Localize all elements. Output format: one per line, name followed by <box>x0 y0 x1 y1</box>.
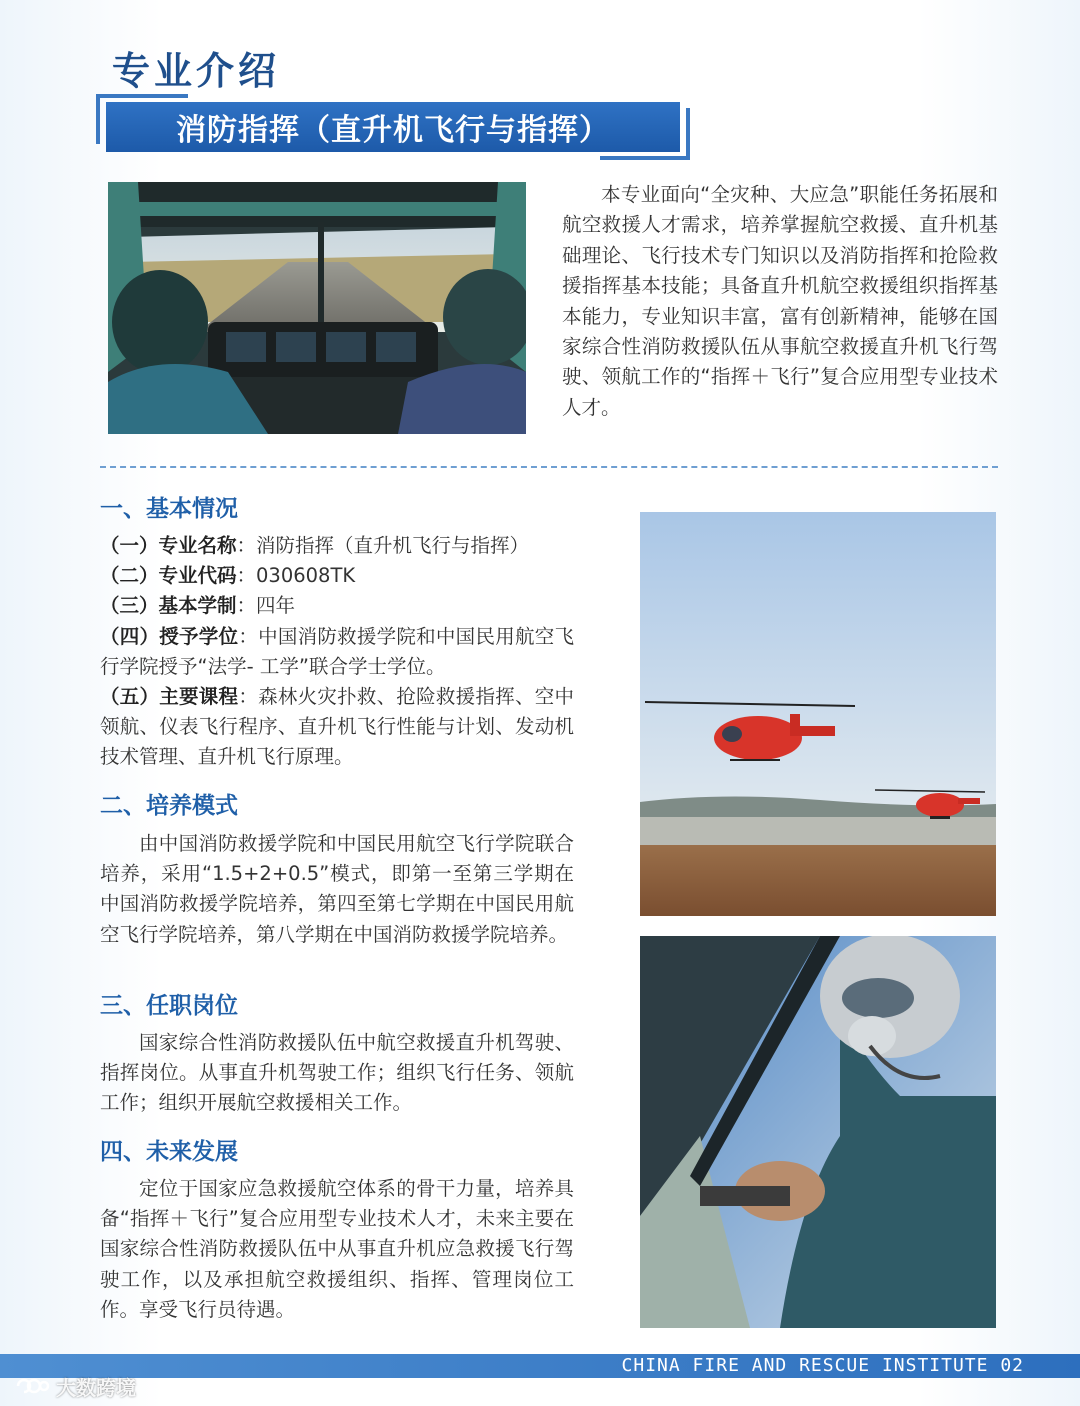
item-value: ：四年 <box>236 594 296 618</box>
helicopters-photo <box>640 512 996 916</box>
basic-info-item <box>100 622 574 682</box>
footer-institute-label: CHINA FIRE AND RESCUE INSTITUTE 02 <box>621 1355 1024 1376</box>
item-label: （四）授予学位 <box>100 624 239 648</box>
basic-info-heading: 一、基本情况 <box>100 496 238 522</box>
item-value: ：中国消防救援学院和中国民用航空飞行学院授予“法学- 工学”联合学士学位。 <box>100 624 574 678</box>
training-mode-heading: 二、培养模式 <box>100 793 238 819</box>
future-heading: 四、未来发展 <box>100 1139 238 1165</box>
item-label: （五）主要课程 <box>100 685 239 709</box>
dashed-divider <box>100 466 998 468</box>
watermark-text: 大数跨境 <box>56 1375 136 1400</box>
watermark-logo-icon <box>10 1375 50 1397</box>
basic-info-list <box>100 531 574 773</box>
section-heading: 专业介绍 <box>112 48 281 93</box>
item-value: ：消防指挥（直升机飞行与指挥） <box>236 534 530 557</box>
item-label: （三）基本学制 <box>100 594 237 618</box>
banner-frame-right <box>686 108 690 160</box>
intro-paragraph: 本专业面向“全灾种、大应急”职能任务拓展和航空救援人才需求，培养掌握航空救援、直升机基础理论、飞行技术专门知识以及消防指挥和抢险救援指挥基本技能；具备直升机航空救援组织指挥基本能力，专业知识丰富，富有创新精神，能够在国家综合性消防救援队伍从事航空救援直升机飞行驾驶、领航工作的“指挥＋飞行”复合应用型专业技术人才。 <box>562 183 998 419</box>
banner-frame-left <box>96 94 100 144</box>
positions-text: 国家综合性消防救援队伍中航空救援直升机驾驶、指挥岗位。从事直升机驾驶工作；组织飞行任务、领航工作；组织开展航空救援相关工作。 <box>100 1031 574 1115</box>
major-title-banner <box>106 102 680 152</box>
basic-info-item <box>100 682 574 773</box>
positions-heading: 三、任职岗位 <box>100 993 238 1019</box>
item-value: ：森林火灾扑救、抢险救援指挥、空中领航、仪表飞行程序、直升机飞行性能与计划、发动机技术管理、直升机飞行原理。 <box>100 685 574 769</box>
basic-info-item <box>100 561 574 591</box>
pilot-photo <box>640 936 996 1328</box>
major-title: 消防指挥（直升机飞行与指挥） <box>176 113 610 148</box>
item-label: （二）专业代码 <box>100 564 237 588</box>
banner-frame-top <box>96 94 188 98</box>
basic-info-item <box>100 531 574 561</box>
banner-frame-bottom <box>600 156 690 160</box>
basic-info-item <box>100 591 574 621</box>
cockpit-photo <box>108 182 526 434</box>
training-mode-text: 由中国消防救援学院和中国民用航空飞行学院联合培养，采用“1.5+2+0.5”模式，即第一至第三学期在中国消防救援学院培养，第四至第七学期在中国民用航空飞行学院培养，第八学期在中国消防救援学院培养。 <box>100 832 574 946</box>
item-value: ：030608TK <box>236 564 356 588</box>
watermark <box>10 1372 136 1400</box>
future-text: 定位于国家应急救援航空体系的骨干力量，培养具备“指挥＋飞行”复合应用型专业技术人才，未来主要在国家综合性消防救援队伍中从事直升机应急救援飞行驾驶工作，以及承担航空救援组织、指挥、管理岗位工作。享受飞行员待遇。 <box>100 1177 574 1321</box>
item-label: （一）专业名称 <box>100 534 237 557</box>
